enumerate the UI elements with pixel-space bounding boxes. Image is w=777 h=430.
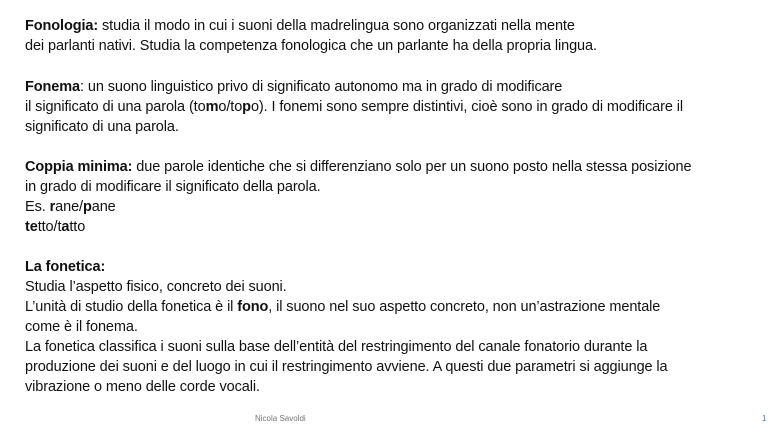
text-line — [25, 317, 138, 337]
text-run: La fonetica classifica i suoni sulla base dell’entità del restringimento del canale fonatorio durante la — [25, 339, 648, 355]
text-run: due parole identiche che si differenziano solo per un suono posto nella stessa posizione — [132, 159, 692, 175]
text-run: ane — [91, 199, 116, 215]
bold-text: La fonetica: — [25, 259, 106, 275]
text-run: Studia l’aspetto fisico, concreto dei suoni. — [25, 279, 287, 295]
bold-text: fono — [237, 299, 269, 315]
text-run: o/to — [218, 99, 243, 115]
text-run: il significato di una parola (to — [25, 99, 206, 115]
text-run: come è il fonema. — [25, 319, 138, 335]
text-line — [25, 77, 562, 97]
text-run: significato di una parola. — [25, 119, 179, 135]
bold-text: Fonologia: — [25, 18, 99, 34]
text-run: ane/ — [55, 199, 83, 215]
footer-author: Nicola Savoldi — [255, 414, 306, 423]
text-run: tto — [69, 219, 86, 235]
text-run: in grado di modificare il significato della parola. — [25, 179, 321, 195]
bold-text: Coppia minima: — [25, 159, 133, 175]
text-run: tto/t — [37, 219, 62, 235]
text-run: , il suono nel suo aspetto concreto, non un’astrazione mentale — [268, 299, 661, 315]
text-line — [25, 337, 647, 357]
bold-text: a — [61, 219, 70, 235]
text-run: dei parlanti nativi. Studia la competenza fonologica che un parlante ha della propria lingua. — [25, 38, 597, 54]
text-line — [25, 117, 179, 137]
text-run: o). I fonemi sono sempre distintivi, cioè sono in grado di modificare il — [250, 99, 683, 115]
bold-text: p — [242, 99, 251, 115]
page-number: 1 — [762, 414, 767, 423]
text-line — [25, 297, 660, 317]
text-line — [25, 377, 260, 397]
text-line — [25, 97, 683, 117]
text-run: vibrazione o meno delle corde vocali. — [25, 379, 260, 395]
text-line — [25, 257, 105, 277]
text-line — [25, 217, 85, 237]
bold-text: te — [25, 219, 38, 235]
text-run: produzione dei suoni e del luogo in cui il restringimento avviene. A questi due parametri si aggiunge la — [25, 359, 668, 375]
text-run: studia il modo in cui i suoni della madrelingua sono organizzati nella mente — [98, 18, 575, 34]
text-line — [25, 277, 287, 297]
text-line — [25, 16, 575, 36]
text-run: L’unità di studio della fonetica è il — [25, 299, 238, 315]
bold-text: p — [82, 199, 92, 215]
text-run: : un suono linguistico privo di significato autonomo ma in grado di modificare — [80, 79, 563, 95]
bold-text: r — [49, 199, 56, 215]
text-line — [25, 197, 116, 217]
bold-text: Fonema — [25, 79, 80, 95]
text-line — [25, 157, 692, 177]
text-line — [25, 36, 597, 56]
text-line — [25, 177, 321, 197]
text-run: Es. — [25, 199, 50, 215]
text-line — [25, 357, 668, 377]
bold-text: m — [205, 99, 219, 115]
